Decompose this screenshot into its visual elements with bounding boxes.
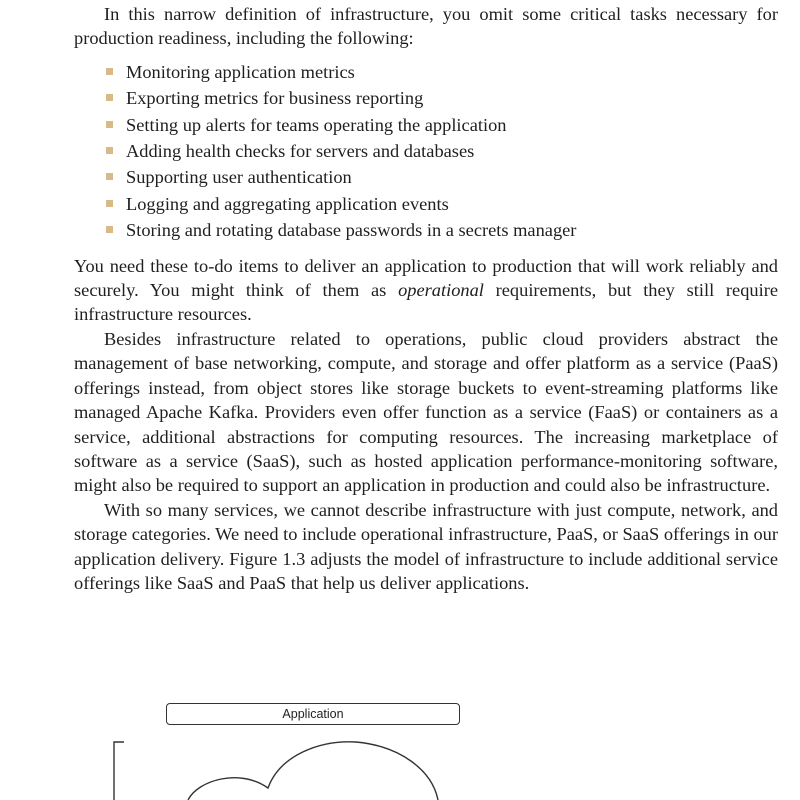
operational-emphasis: operational	[398, 280, 484, 301]
cloud-shape	[188, 742, 438, 800]
services-paragraph: With so many services, we cannot describe infrastructure with just compute, network, and storage categories. We need to include operational infrastructure, PaaS, or SaaS offerings in our application delivery. Figure 1.3 adjusts the model of infrastructure to include additional service offerings like SaaS and PaaS that help us deliver applications.	[74, 499, 778, 593]
list-item: Adding health checks for servers and databases	[106, 138, 778, 164]
list-item: Supporting user authentication	[106, 164, 778, 190]
list-item: Setting up alerts for teams operating the application	[106, 112, 778, 138]
intro-paragraph: In this narrow definition of infrastructure, you omit some critical tasks necessary for production readiness, including the following:	[74, 4, 778, 49]
document-body	[74, 0, 778, 595]
list-item: Exporting metrics for business reporting	[106, 85, 778, 111]
operational-text-start: You need these to-do items to deliver an application to production that will work reliably and securely. You might think of them as	[74, 255, 778, 301]
list-item: Storing and rotating database passwords in a secrets manager	[106, 217, 778, 243]
operational-text-end: requirements, but they still require infrastructure resources.	[74, 280, 778, 325]
requirements-list	[74, 59, 778, 244]
operational-paragraph	[74, 254, 778, 327]
list-item: Monitoring application metrics	[106, 59, 778, 85]
list-item: Logging and aggregating application events	[106, 191, 778, 217]
application-box: Application	[166, 703, 460, 725]
bracket-shape	[114, 742, 124, 800]
cloud-providers-paragraph: Besides infrastructure related to operations, public cloud providers abstract the management of base networking, compute, and storage and offer platform as a service (PaaS) offerings instead, from object stores like storage buckets to event-streaming platforms like managed Apache Kafka. Providers even offer function as a service (FaaS) or containers as a service, additional abstractions for computing resources. The increasing marketplace of software as a service (SaaS), such as hosted application performance-monitoring software, might also be required to support an application in production and could also be infrastructure.	[74, 328, 778, 496]
